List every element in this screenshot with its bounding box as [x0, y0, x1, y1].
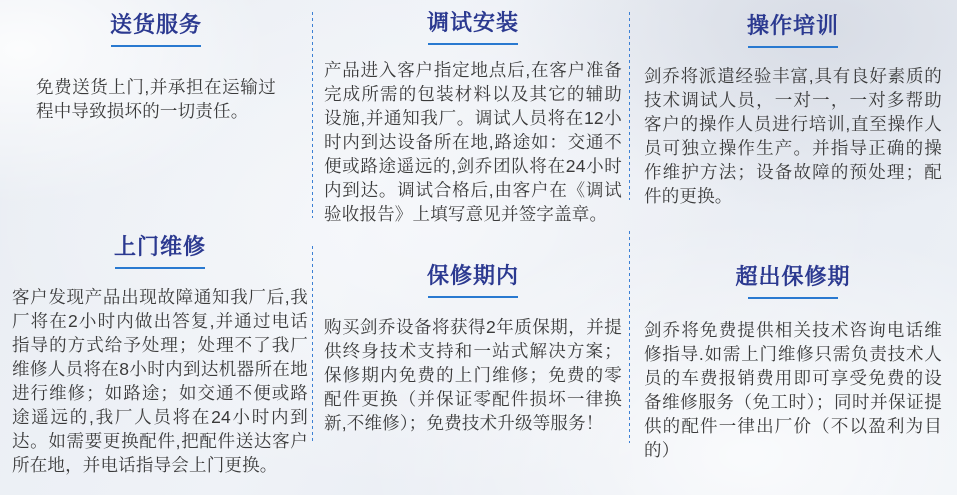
section-title: 送货服务 — [109, 12, 202, 37]
section-operation-training — [644, 13, 942, 208]
section-onsite-repair — [12, 234, 308, 477]
section-title: 调试安装 — [426, 10, 519, 35]
section-title: 上门维修 — [113, 234, 206, 259]
section-title: 超出保修期 — [735, 264, 851, 289]
dashed-divider-right-top — [629, 12, 630, 200]
title-underline — [115, 267, 205, 269]
section-body: 剑乔将派遣经验丰富,具有良好素质的技术调试人员，一对一，一对多帮助客户的操作人员进行培训,直至操作人员可独立操作生产。并指导正确的操作维护方法；设备故障的预处理；配件的更换。 — [644, 66, 942, 206]
dashed-divider-right-bottom — [629, 231, 630, 443]
dashed-divider-left-bottom — [312, 246, 313, 442]
title-underline — [428, 296, 518, 298]
section-debug-install — [324, 10, 622, 226]
section-in-warranty — [324, 263, 622, 435]
title-underline — [748, 46, 838, 48]
section-body: 购买剑乔设备将获得2年质保期，并提供终身技术支持和一站式解决方案；保修期内免费的上门维修；免费的零配件更换（并保证零配件损坏一律换新,不维修）；免费技术升级等服务！ — [324, 317, 622, 433]
section-body: 剑乔将免费提供相关技术咨询电话维修指导.如需上门维修只需负责技术人员的车费报销费用即可享受免费的设备维修服务（免工时）；同时并保证提供的配件一律出厂价（不以盈利为目的） — [644, 320, 942, 460]
section-title: 保修期内 — [426, 263, 519, 288]
title-underline — [111, 45, 201, 47]
dashed-divider-left-top — [312, 12, 313, 218]
section-body: 产品进入客户指定地点后,在客户准备完成所需的包装材料以及其它的辅助设施,并通知我厂。调试人员将在12小时内到达设备所在地,路途如：交通不便或路途遥远的,剑乔团队将在24小时内到达。调试合格后,由客户在《调试验收报告》上填写意见并签字盖章。 — [324, 60, 622, 224]
section-out-of-warranty — [644, 264, 942, 462]
section-body: 免费送货上门,并承担在运输过程中导致损坏的一切责任。 — [36, 77, 276, 121]
title-underline — [428, 43, 518, 45]
title-underline — [748, 297, 838, 299]
section-delivery-service — [18, 12, 294, 123]
section-body: 客户发现产品出现故障通知我厂后,我厂将在2小时内做出答复,并通过电话指导的方式给予处理；处理不了我厂维修人员将在8小时内到达机器所在地进行维修；如路途；如交通不便或路途遥远的,我厂人员将在24小时内到达。如需要更换配件,把配件送达客户所在地，并电话指导会上门更换。 — [12, 287, 308, 475]
section-title: 操作培训 — [746, 13, 839, 38]
